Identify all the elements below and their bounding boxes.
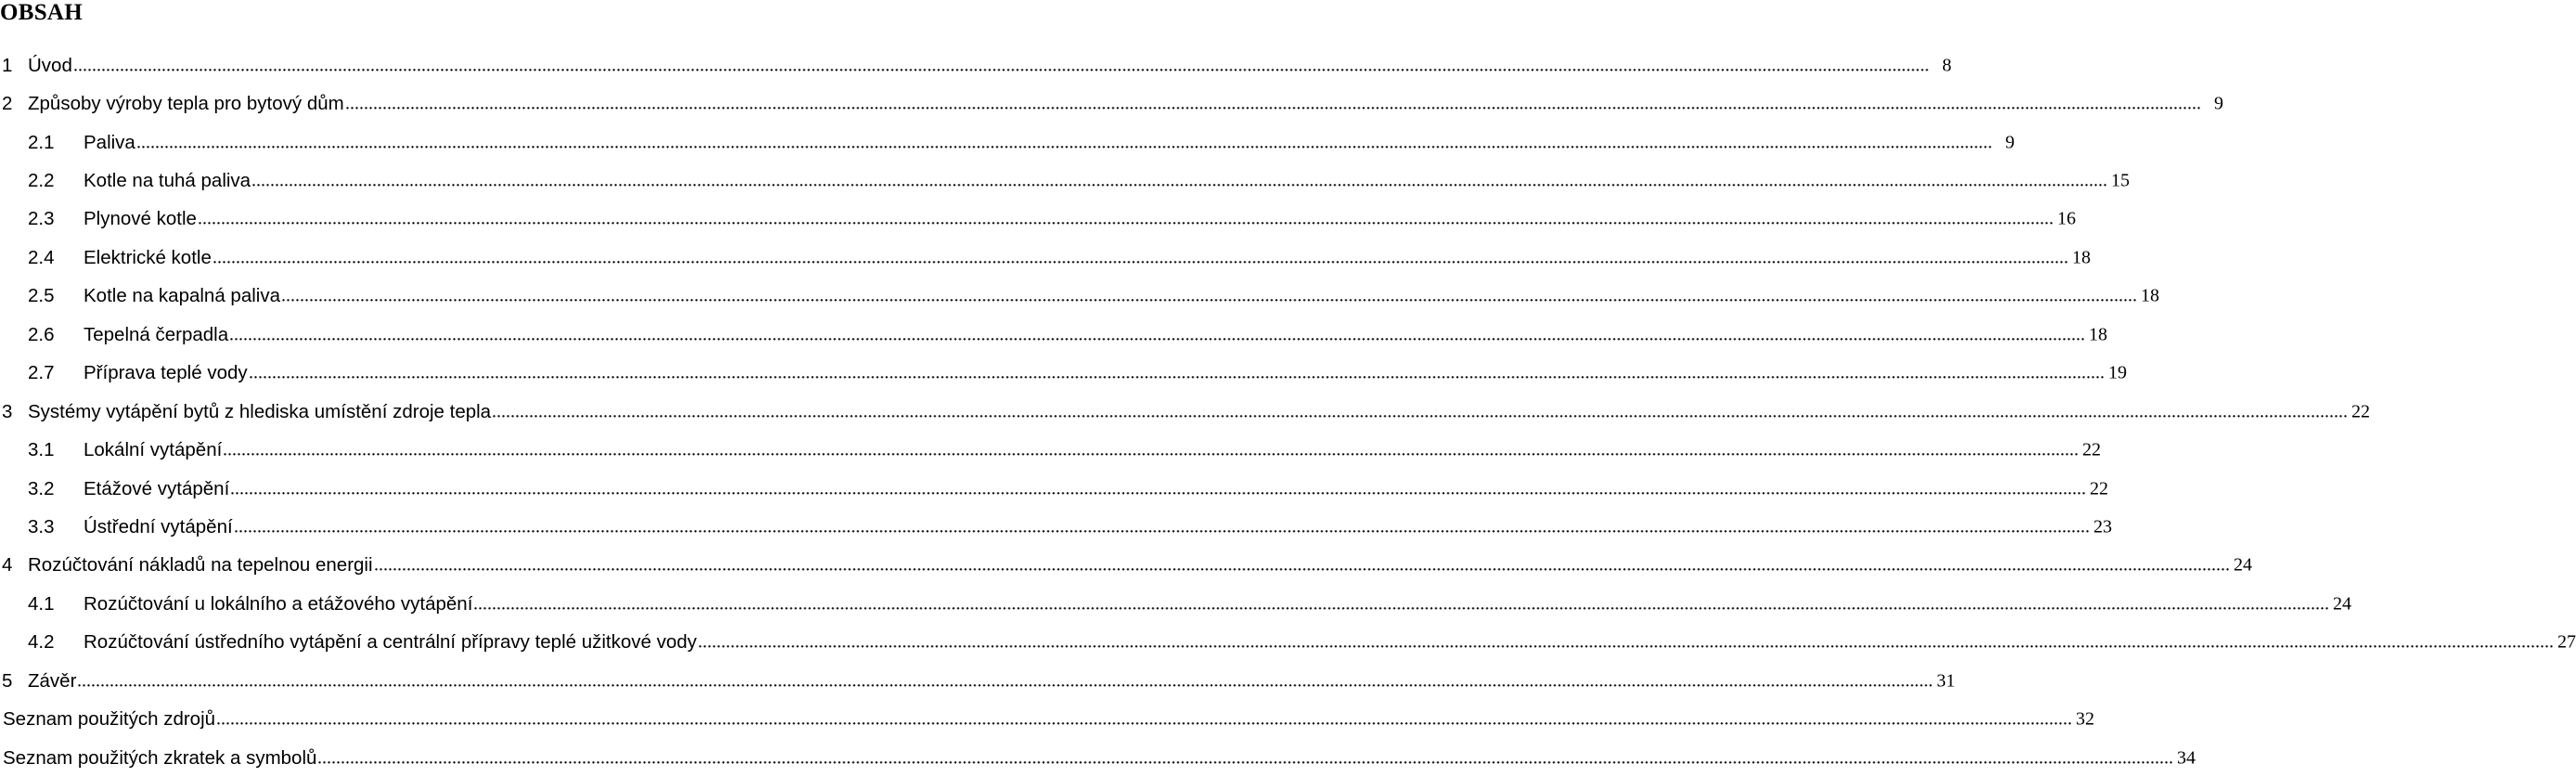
toc-entry-number: 4 <box>2 554 13 576</box>
toc-entry[interactable] <box>0 739 2196 777</box>
toc-entry[interactable] <box>0 46 1951 84</box>
toc-entry-leader-wrap <box>216 708 2094 731</box>
toc-entry-title: Seznam použitých zdrojů <box>3 708 216 731</box>
toc-entry-number: 2 <box>2 93 13 115</box>
toc-entry[interactable] <box>0 585 2351 623</box>
toc-entry[interactable] <box>0 84 2223 123</box>
toc-entry-title: Kotle na tuhá paliva <box>84 170 251 192</box>
toc-entry-number: 4.1 <box>28 592 55 615</box>
toc-entry-leader-wrap <box>317 747 2196 769</box>
dot-leader: ................................................................................................................................................................................................................................................................................................................................................................................................................ <box>473 593 2329 615</box>
toc-entry-title: Způsoby výroby tepla pro bytový dům <box>28 93 344 115</box>
toc-entry-page-number: 18 <box>2089 324 2107 345</box>
toc-entry[interactable] <box>0 508 2112 546</box>
toc-entry-leader-wrap <box>473 593 2351 615</box>
toc-entry-page-number: 32 <box>2076 708 2094 730</box>
dot-leader: ................................................................................................................................................................................................................................................................................................................................................................................................................ <box>698 631 2554 653</box>
toc-entry-page-number: 19 <box>2108 362 2127 383</box>
toc-entry-leader-wrap <box>281 285 2159 307</box>
dot-leader: ................................................................................................................................................................................................................................................................................................................................................................................................................ <box>77 670 1933 692</box>
toc-entry-number: 2.3 <box>28 208 55 230</box>
toc-entry[interactable] <box>0 355 2127 393</box>
toc-entry-number: 3.3 <box>28 515 55 537</box>
toc-entry-title: Paliva <box>84 131 135 153</box>
toc-entry-number: 5 <box>2 669 13 692</box>
toc-entry-page-number: 9 <box>2005 132 2015 153</box>
toc-entry-page-number: 22 <box>2082 439 2101 460</box>
toc-entry-title: Etážové vytápění <box>84 477 230 499</box>
toc-entry[interactable] <box>0 431 2101 469</box>
toc-entry-leader-wrap <box>251 170 2130 192</box>
toc-entry-number: 2.7 <box>28 362 55 384</box>
toc-entry[interactable] <box>0 123 2015 162</box>
toc-entry-leader-wrap <box>73 55 1951 76</box>
toc-entry-page-number: 34 <box>2177 747 2196 769</box>
dot-leader: ................................................................................................................................................................................................................................................................................................................................................................................................................ <box>492 401 2348 422</box>
toc-entry-page-number: 27 <box>2557 631 2576 653</box>
toc-entry-number: 2.6 <box>28 323 55 345</box>
toc-entry-leader-wrap <box>77 670 1955 692</box>
toc-entry-title: Lokální vytápění <box>84 439 223 461</box>
dot-leader: ................................................................................................................................................................................................................................................................................................................................................................................................................ <box>374 554 2230 576</box>
toc-entry-page-number: 24 <box>2234 554 2252 576</box>
toc-entry[interactable] <box>0 547 2252 585</box>
toc-entry-leader-wrap <box>213 247 2091 268</box>
toc-entry-page-number: 31 <box>1937 670 1955 692</box>
toc-entry[interactable] <box>0 201 2076 239</box>
toc-entry-number: 2.1 <box>28 131 55 153</box>
toc-entry-number: 1 <box>2 54 13 76</box>
toc-entry-title: Úvod <box>28 54 72 76</box>
dot-leader: ................................................................................................................................................................................................................................................................................................................................................................................................................ <box>216 708 2072 730</box>
toc-entry-title: Systémy vytápění bytů z hlediska umístění zdroje tepla <box>28 400 492 422</box>
toc-entry-number: 3 <box>2 400 13 422</box>
toc-entry-title: Tepelná čerpadla <box>84 323 229 345</box>
dot-leader: ................................................................................................................................................................................................................................................................................................................................................................................................................ <box>251 170 2107 191</box>
toc-entry-leader-wrap <box>198 208 2076 230</box>
toc-entry-page-number: 15 <box>2111 170 2130 191</box>
toc-entry[interactable] <box>0 239 2091 277</box>
toc-entry-page-number: 23 <box>2093 516 2112 537</box>
dot-leader: ................................................................................................................................................................................................................................................................................................................................................................................................................ <box>281 285 2137 306</box>
toc-entry-leader-wrap <box>223 439 2101 461</box>
toc-entry[interactable] <box>0 624 2576 662</box>
dot-leader: ................................................................................................................................................................................................................................................................................................................................................................................................................ <box>230 478 2086 499</box>
dot-leader: ................................................................................................................................................................................................................................................................................................................................................................................................................ <box>213 247 2068 268</box>
toc-entry-leader-wrap <box>492 401 2370 422</box>
toc-entry-number: 2.4 <box>28 246 55 268</box>
toc-entry-title: Seznam použitých zkratek a symbolů <box>3 746 317 769</box>
toc-entry-page-number: 24 <box>2333 593 2351 615</box>
dot-leader: ................................................................................................................................................................................................................................................................................................................................................................................................................ <box>345 93 2201 114</box>
toc-entry-number: 3.1 <box>28 439 55 461</box>
toc-entry-page-number: 18 <box>2072 247 2091 268</box>
toc-entry-leader-wrap <box>229 324 2107 345</box>
toc-entry-leader-wrap <box>234 516 2112 537</box>
dot-leader: ................................................................................................................................................................................................................................................................................................................................................................................................................ <box>223 439 2079 460</box>
toc-entry-title: Plynové kotle <box>84 208 197 230</box>
toc-entry-leader-wrap <box>698 631 2576 654</box>
toc-entry-number: 3.2 <box>28 477 55 499</box>
toc-entry-page-number: 9 <box>2214 93 2223 114</box>
toc-entry-number: 2.2 <box>28 170 55 192</box>
toc-entry[interactable] <box>0 662 1955 700</box>
toc-entry-page-number: 8 <box>1942 55 1951 76</box>
toc-entry-title: Rozúčtování u lokálního a etážového vytápění <box>84 592 473 615</box>
toc-entry[interactable] <box>0 700 2094 738</box>
toc-entry-page-number: 22 <box>2090 478 2108 499</box>
toc-entry[interactable] <box>0 316 2107 354</box>
toc-entry-leader-wrap <box>374 554 2252 576</box>
toc-entry-leader-wrap <box>345 93 2223 115</box>
toc-entry-page-number: 18 <box>2141 285 2159 306</box>
dot-leader: ................................................................................................................................................................................................................................................................................................................................................................................................................ <box>73 55 1929 76</box>
toc-entry-leader-wrap <box>230 478 2108 499</box>
toc-entry-page-number: 16 <box>2057 208 2076 229</box>
dot-leader: ................................................................................................................................................................................................................................................................................................................................................................................................................ <box>229 324 2085 345</box>
table-of-contents <box>0 46 2576 777</box>
toc-entry-number: 2.5 <box>28 285 55 307</box>
dot-leader: ................................................................................................................................................................................................................................................................................................................................................................................................................ <box>249 362 2105 383</box>
toc-entry-number: 4.2 <box>28 631 55 654</box>
toc-entry[interactable] <box>0 278 2159 316</box>
toc-entry-page-number: 22 <box>2351 401 2370 422</box>
toc-entry[interactable] <box>0 393 2370 431</box>
toc-entry[interactable] <box>0 162 2130 200</box>
toc-heading: OBSAH <box>0 0 84 25</box>
toc-entry-title: Rozúčtování nákladů na tepelnou energii <box>28 554 373 576</box>
dot-leader: ................................................................................................................................................................................................................................................................................................................................................................................................................ <box>317 747 2173 769</box>
toc-entry-title: Závěr <box>28 669 77 692</box>
toc-entry-title: Rozúčtování ústředního vytápění a centrální přípravy teplé užitkové vody <box>84 631 697 654</box>
toc-entry-title: Příprava teplé vody <box>84 362 248 384</box>
dot-leader: ................................................................................................................................................................................................................................................................................................................................................................................................................ <box>234 516 2090 537</box>
toc-entry-leader-wrap <box>249 362 2127 384</box>
toc-entry-title: Elektrické kotle <box>84 246 212 268</box>
dot-leader: ................................................................................................................................................................................................................................................................................................................................................................................................................ <box>198 208 2054 229</box>
toc-entry[interactable] <box>0 470 2108 508</box>
toc-entry-title: Ústřední vytápění <box>84 515 233 537</box>
dot-leader: ................................................................................................................................................................................................................................................................................................................................................................................................................ <box>136 132 1992 153</box>
toc-entry-leader-wrap <box>136 132 2015 153</box>
toc-entry-title: Kotle na kapalná paliva <box>84 285 280 307</box>
